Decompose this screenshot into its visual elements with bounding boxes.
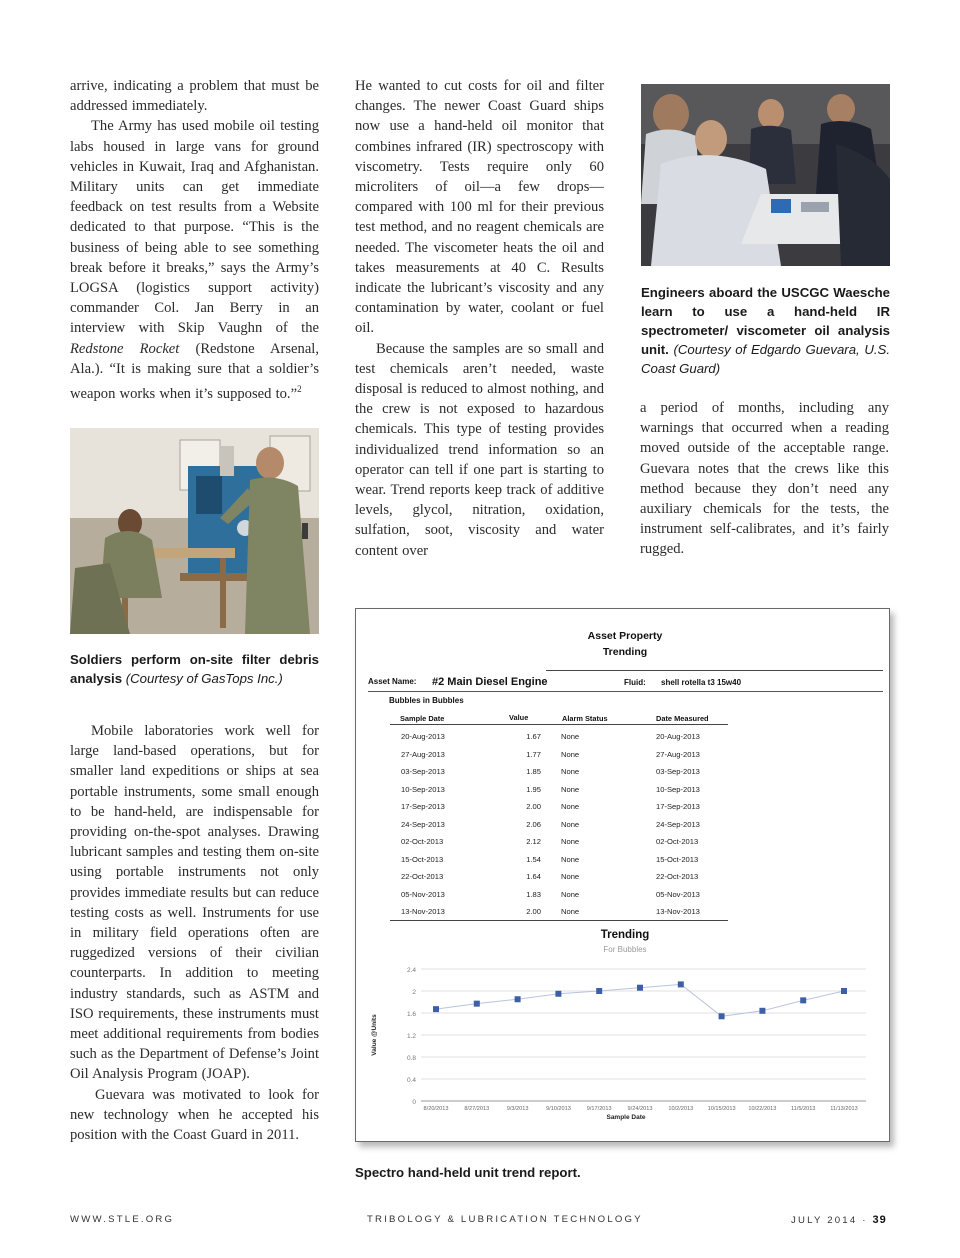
right-column — [640, 398, 889, 560]
table-cell: None — [561, 889, 580, 899]
table-cell: None — [561, 732, 580, 741]
x-tick-label: 10/2/2013 — [668, 1106, 694, 1112]
engineers-photo — [641, 84, 890, 266]
engineers-training-image — [641, 84, 890, 266]
table-cell: 02-Oct-2013 — [656, 837, 699, 846]
table-cell: 03-Sep-2013 — [656, 767, 700, 776]
report-caption: Spectro hand-held unit trend report. — [355, 1165, 581, 1180]
table-cell: 13-Nov-2013 — [656, 907, 700, 916]
table-cell: 17-Sep-2013 — [656, 802, 700, 811]
x-tick-label: 8/20/2013 — [423, 1106, 449, 1112]
paragraph: Mobile laboratories work well for large land-based operations, but for smaller land expeditions or ships at sea portable instruments, some small enough to be hand-held, are indispensable for providing on-the-spot analyses. Drawing lubricant samples and testing them on-site using portable instruments not only provides immediate results but can reduce testing costs as well. Instruments for use in military field operations often are ruggedized versions of their civilian counterparts. In addition to meeting industry standards, such as ASTM and ISO requirements, these instruments must meet additional requirements from bodies such as the Department of Defense’s Joint Oil Analysis Program (JOAP). — [70, 723, 319, 1083]
paragraph: Because the samples are so small and test chemicals aren’t needed, waste disposal is reduced to almost nothing, and the crew is not exposed to hazardous chemicals. This type of testing provides individualized trend information so an operator can tell if one part is starting to wear. Trend reports keep track of additive levels, glycol, nitration, oxidation, sulfation, soot, viscosity and water content over — [355, 340, 604, 559]
data-point — [800, 997, 806, 1003]
publication-name: Redstone Rocket — [70, 340, 180, 357]
section-title: Bubbles in Bubbles — [389, 696, 464, 705]
table-cell: None — [561, 749, 580, 759]
table-cell: 05-Nov-2013 — [656, 889, 700, 899]
table-cell: 2.00 — [526, 907, 541, 916]
paragraph: arrive, indicating a problem that must be addressed immediately. — [70, 78, 319, 115]
table-cell: 02-Oct-2013 — [401, 837, 444, 846]
table-cell: 20-Aug-2013 — [401, 732, 445, 741]
table-cell: None — [561, 819, 580, 829]
column-header: Date Measured — [656, 714, 709, 723]
x-tick-label: 9/24/2013 — [627, 1106, 653, 1112]
table-cell: 1.67 — [526, 732, 541, 741]
fluid-value: shell rotella t3 15w40 — [661, 678, 742, 687]
paragraph: He wanted to cut costs for oil and filter changes. The newer Coast Guard ships now use a hand-held oil monitor that combines infrared (IR) spectroscopy with viscometry. Tests require only 60 microliters of oil—a few drops—compared with 100 ml for their previous test method, and no reagent chemicals are needed. The viscometer heats the oil and takes measurements at 40 C. Results indicate the lubricant’s viscosity and any contamination by water, coolant or fuel oil. — [355, 78, 604, 337]
table-cell: 15-Oct-2013 — [401, 854, 444, 864]
table-cell: 1.83 — [526, 889, 541, 899]
footer-issue: JULY 2014 · 39 — [791, 1214, 887, 1226]
data-point — [678, 981, 684, 987]
divider — [546, 670, 883, 671]
soldiers-caption: Soldiers perform on-site filter debris analysis (Courtesy of GasTops Inc.) — [70, 652, 319, 686]
chart-subtitle: For Bubbles — [603, 945, 647, 954]
divider — [368, 691, 883, 692]
report-subtitle: Trending — [602, 646, 648, 658]
table-cell: 1.77 — [526, 749, 541, 759]
table-cell: None — [561, 837, 580, 846]
table-cell: 10-Sep-2013 — [401, 784, 445, 794]
table-cell: 20-Aug-2013 — [656, 732, 700, 741]
table-cell: 10-Sep-2013 — [656, 784, 700, 794]
chart-title: Trending — [600, 929, 650, 941]
x-tick-label: 10/15/2013 — [707, 1106, 736, 1112]
column-header: Sample Date — [400, 714, 445, 723]
table-cell: 1.54 — [526, 854, 541, 864]
table-cell: 27-Aug-2013 — [656, 749, 700, 759]
y-tick-label: 1.6 — [406, 1011, 416, 1018]
paragraph: The Army has used mobile oil testing labs housed in large vans for ground vehicles in Kuwait, Iraq and Afghanistan. Military units can get immediate feedback on test results from a Website dedicated to that purpose. “This is the business of being able to see something break before it breaks,” says the Army’s LOGSA (logistics support activity) commander Col. Jan Berry in an interview with Skip Vaughn of the Redstone Rocket (Redstone Arsenal, Ala.). “It is making sure that a soldier’s weapon works when it’s supposed to.”$^2$ — [70, 118, 319, 402]
table-cell: None — [561, 872, 580, 881]
data-point — [515, 996, 521, 1002]
table-cell: 05-Nov-2013 — [401, 889, 445, 899]
table-cell: None — [561, 802, 580, 811]
report-title: Asset Property — [587, 630, 663, 642]
asset-value: #2 Main Diesel Engine — [432, 676, 548, 688]
x-tick-label: 9/10/2013 — [545, 1106, 571, 1112]
trend-chart — [356, 949, 886, 1124]
table-cell: None — [561, 784, 580, 794]
divider — [390, 724, 728, 725]
middle-column — [355, 76, 604, 561]
data-point — [719, 1013, 725, 1019]
table-cell: 27-Aug-2013 — [401, 749, 445, 759]
table-cell: 1.64 — [526, 872, 541, 881]
fluid-label: Fluid: — [624, 678, 646, 687]
data-point — [433, 1006, 439, 1012]
x-tick-label: 8/27/2013 — [464, 1106, 490, 1112]
footer-publication: TRIBOLOGY & LUBRICATION TECHNOLOGY — [367, 1214, 643, 1225]
table-cell: 22-Oct-2013 — [401, 872, 444, 881]
x-tick-label: 9/17/2013 — [586, 1106, 612, 1112]
table-cell: 2.06 — [526, 819, 541, 829]
x-axis-label: Sample Date — [606, 1114, 646, 1121]
y-tick-label: 2.4 — [406, 967, 416, 974]
paragraph: a period of months, including any warnings that occurred when a reading moved outside of the acceptable range. Guevara notes that the crews like this method because they don’t need any auxiliary chemicals for the tests, the instrument self-calibrates, and it’s fairly rugged. — [640, 400, 889, 558]
table-cell: 24-Sep-2013 — [401, 819, 445, 829]
table-cell: 13-Nov-2013 — [401, 907, 445, 916]
table-cell: None — [561, 767, 580, 776]
footnote-ref: 2 — [297, 384, 302, 395]
data-point — [555, 991, 561, 997]
table-cell: None — [561, 907, 580, 916]
y-axis-label: Value @Units — [371, 1014, 378, 1056]
divider — [390, 920, 728, 921]
data-point — [759, 1008, 765, 1014]
table-cell: 1.85 — [526, 767, 541, 776]
x-tick-label: 9/3/2013 — [506, 1106, 529, 1112]
data-point — [596, 988, 602, 994]
table-cell: 22-Oct-2013 — [656, 872, 699, 881]
table-cell: 15-Oct-2013 — [656, 854, 699, 864]
left-column-bottom — [70, 721, 319, 1145]
y-tick-label: 1.2 — [406, 1033, 416, 1040]
table-cell: 03-Sep-2013 — [401, 767, 445, 776]
paragraph: Guevara was motivated to look for new technology when he accepted his position with the Coast Guard in 2011. — [70, 1086, 319, 1144]
engineers-caption: Engineers aboard the USCGC Waesche learn to use a hand-held IR spectrometer/ viscometer oil analysis unit. (Courtesy of Edgardo Guevara, U.S. Coast Guard) — [641, 285, 890, 376]
x-tick-label: 11/13/2013 — [830, 1106, 858, 1112]
footer-website: WWW.STLE.ORG — [70, 1214, 175, 1225]
column-header: Alarm Status — [562, 714, 608, 723]
table-cell: 24-Sep-2013 — [656, 819, 700, 829]
data-point — [841, 988, 847, 994]
y-tick-label: 0.4 — [406, 1077, 416, 1084]
y-tick-label: 2 — [412, 989, 416, 996]
x-tick-label: 10/22/2013 — [748, 1106, 777, 1112]
data-point — [637, 985, 643, 991]
table-cell: 17-Sep-2013 — [401, 802, 445, 811]
left-column-top — [70, 76, 319, 404]
table-cell: None — [561, 854, 580, 864]
y-tick-label: 0 — [412, 1099, 416, 1106]
page-number: 39 — [872, 1214, 887, 1226]
y-tick-label: 0.8 — [406, 1055, 416, 1062]
soldiers-lab-image — [70, 428, 319, 634]
data-point — [474, 1001, 480, 1007]
asset-label: Asset Name: — [368, 677, 417, 686]
table-cell: 2.00 — [526, 802, 541, 811]
soldiers-photo — [70, 428, 319, 634]
table-cell: 1.95 — [526, 784, 541, 794]
trend-report — [355, 608, 890, 1142]
x-tick-label: 11/5/2013 — [790, 1106, 816, 1112]
table-cell: 2.12 — [526, 837, 541, 846]
column-header: Value — [509, 713, 529, 722]
